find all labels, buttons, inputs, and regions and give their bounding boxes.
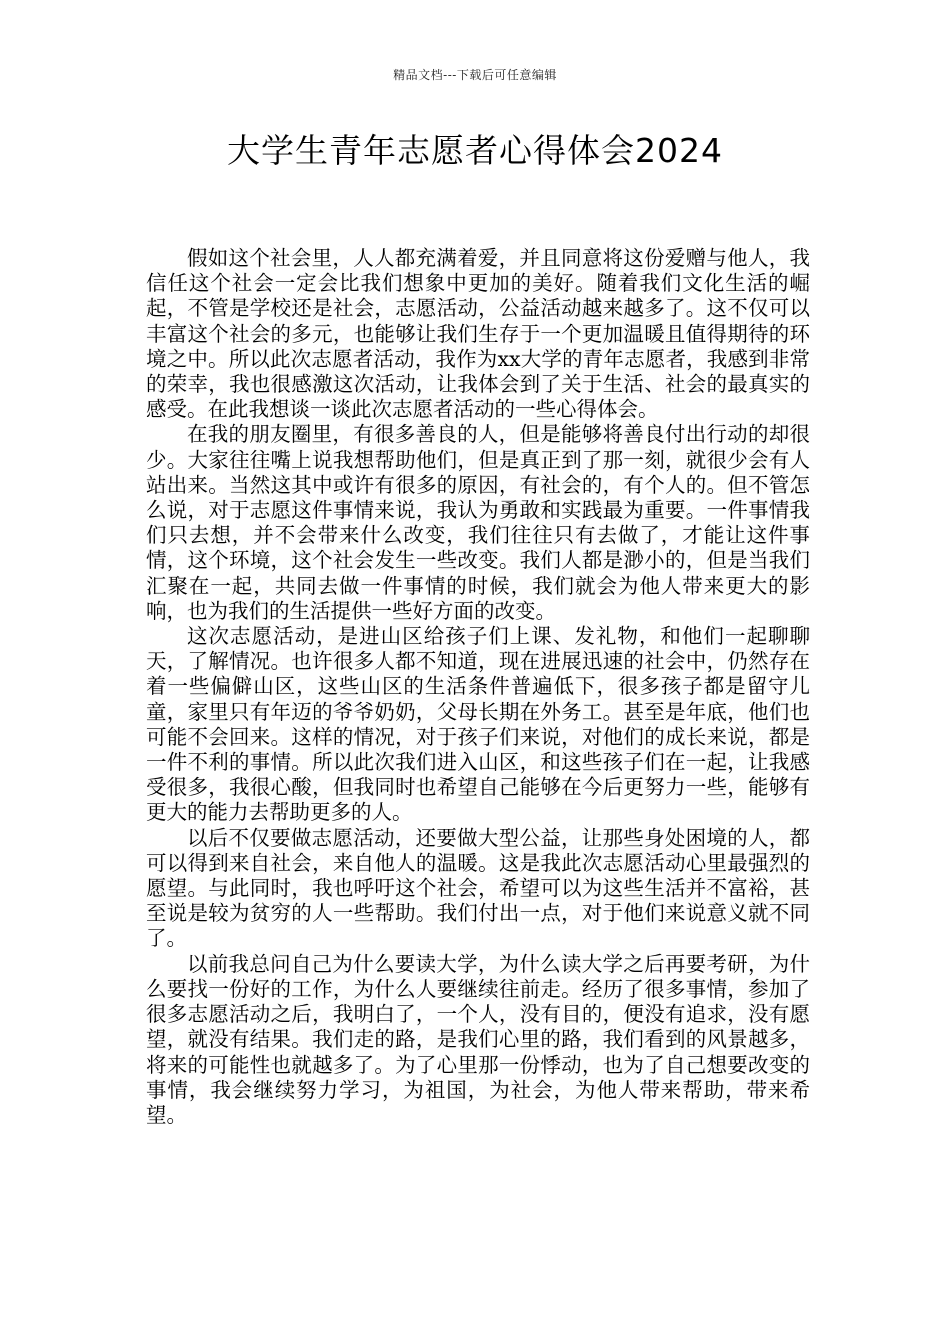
document-body <box>146 246 810 1128</box>
body-paragraph-3: 这次志愿活动，是进山区给孩子们上课、发礼物，和他们一起聊聊天，了解情况。也许很多人都不知道，现在进展迅速的社会中，仍然存在着一些偏僻山区，这些山区的生活条件普遍低下，很多孩子都是留守儿童，家里只有年迈的爷爷奶奶，父母长期在外务工。甚至是年底，他们也可能不会回来。这样的情况，对于孩子们来说，对他们的成长来说，都是一件不利的事情。所以此次我们进入山区，和这些孩子们在一起，让我感受很多，我很心酸，但我同时也希望自己能够在今后更努力一些，能够有更大的能力去帮助更多的人。 <box>146 624 810 825</box>
document-title: 大学生青年志愿者心得体会2024 <box>227 131 723 170</box>
body-paragraph-2: 在我的朋友圈里，有很多善良的人，但是能够将善良付出行动的却很少。大家往往嘴上说我想帮助他们，但是真正到了那一刻，就很少会有人站出来。当然这其中或许有很多的原因，有社会的，有个人的。但不管怎么说，对于志愿这件事情来说，我认为勇敢和实践最为重要。一件事情我们只去想，并不会带来什么改变，我们往往只有去做了，才能让这件事情，这个环境，这个社会发生一些改变。我们人都是渺小的，但是当我们汇聚在一起，共同去做一件事情的时候，我们就会为他人带来更大的影响，也为我们的生活提供一些好方面的改变。 <box>146 422 810 623</box>
body-paragraph-4: 以后不仅要做志愿活动，还要做大型公益，让那些身处困境的人，都可以得到来自社会，来自他人的温暖。这是我此次志愿活动心里最强烈的愿望。与此同时，我也呼吁这个社会，希望可以为这些生活并不富裕，甚至说是较为贫穷的人一些帮助。我们付出一点，对于他们来说意义就不同了。 <box>146 825 810 951</box>
body-paragraph-5: 以前我总问自己为什么要读大学，为什么读大学之后再要考研，为什么要找一份好的工作，为什么人要继续往前走。经历了很多事情，参加了很多志愿活动之后，我明白了，一个人，没有目的，便没有追求，没有愿望，就没有结果。我们走的路，是我们心里的路，我们看到的风景越多，将来的可能性也就越多了。为了心里那一份悸动，也为了自己想要改变的事情，我会继续努力学习，为祖国，为社会，为他人带来帮助，带来希望。 <box>146 951 810 1127</box>
header-note: 精品文档---下载后可任意编辑 <box>393 68 557 82</box>
body-paragraph-1: 假如这个社会里，人人都充满着爱，并且同意将这份爱赠与他人，我信任这个社会一定会比我们想象中更加的美好。随着我们文化生活的崛起，不管是学校还是社会，志愿活动，公益活动越来越多了。这不仅可以丰富这个社会的多元，也能够让我们生存于一个更加温暖且值得期待的环境之中。所以此次志愿者活动，我作为xx大学的青年志愿者，我感到非常的荣幸，我也很感激这次活动，让我体会到了关于生活、社会的最真实的感受。在此我想谈一谈此次志愿者活动的一些心得体会。 <box>146 246 810 422</box>
